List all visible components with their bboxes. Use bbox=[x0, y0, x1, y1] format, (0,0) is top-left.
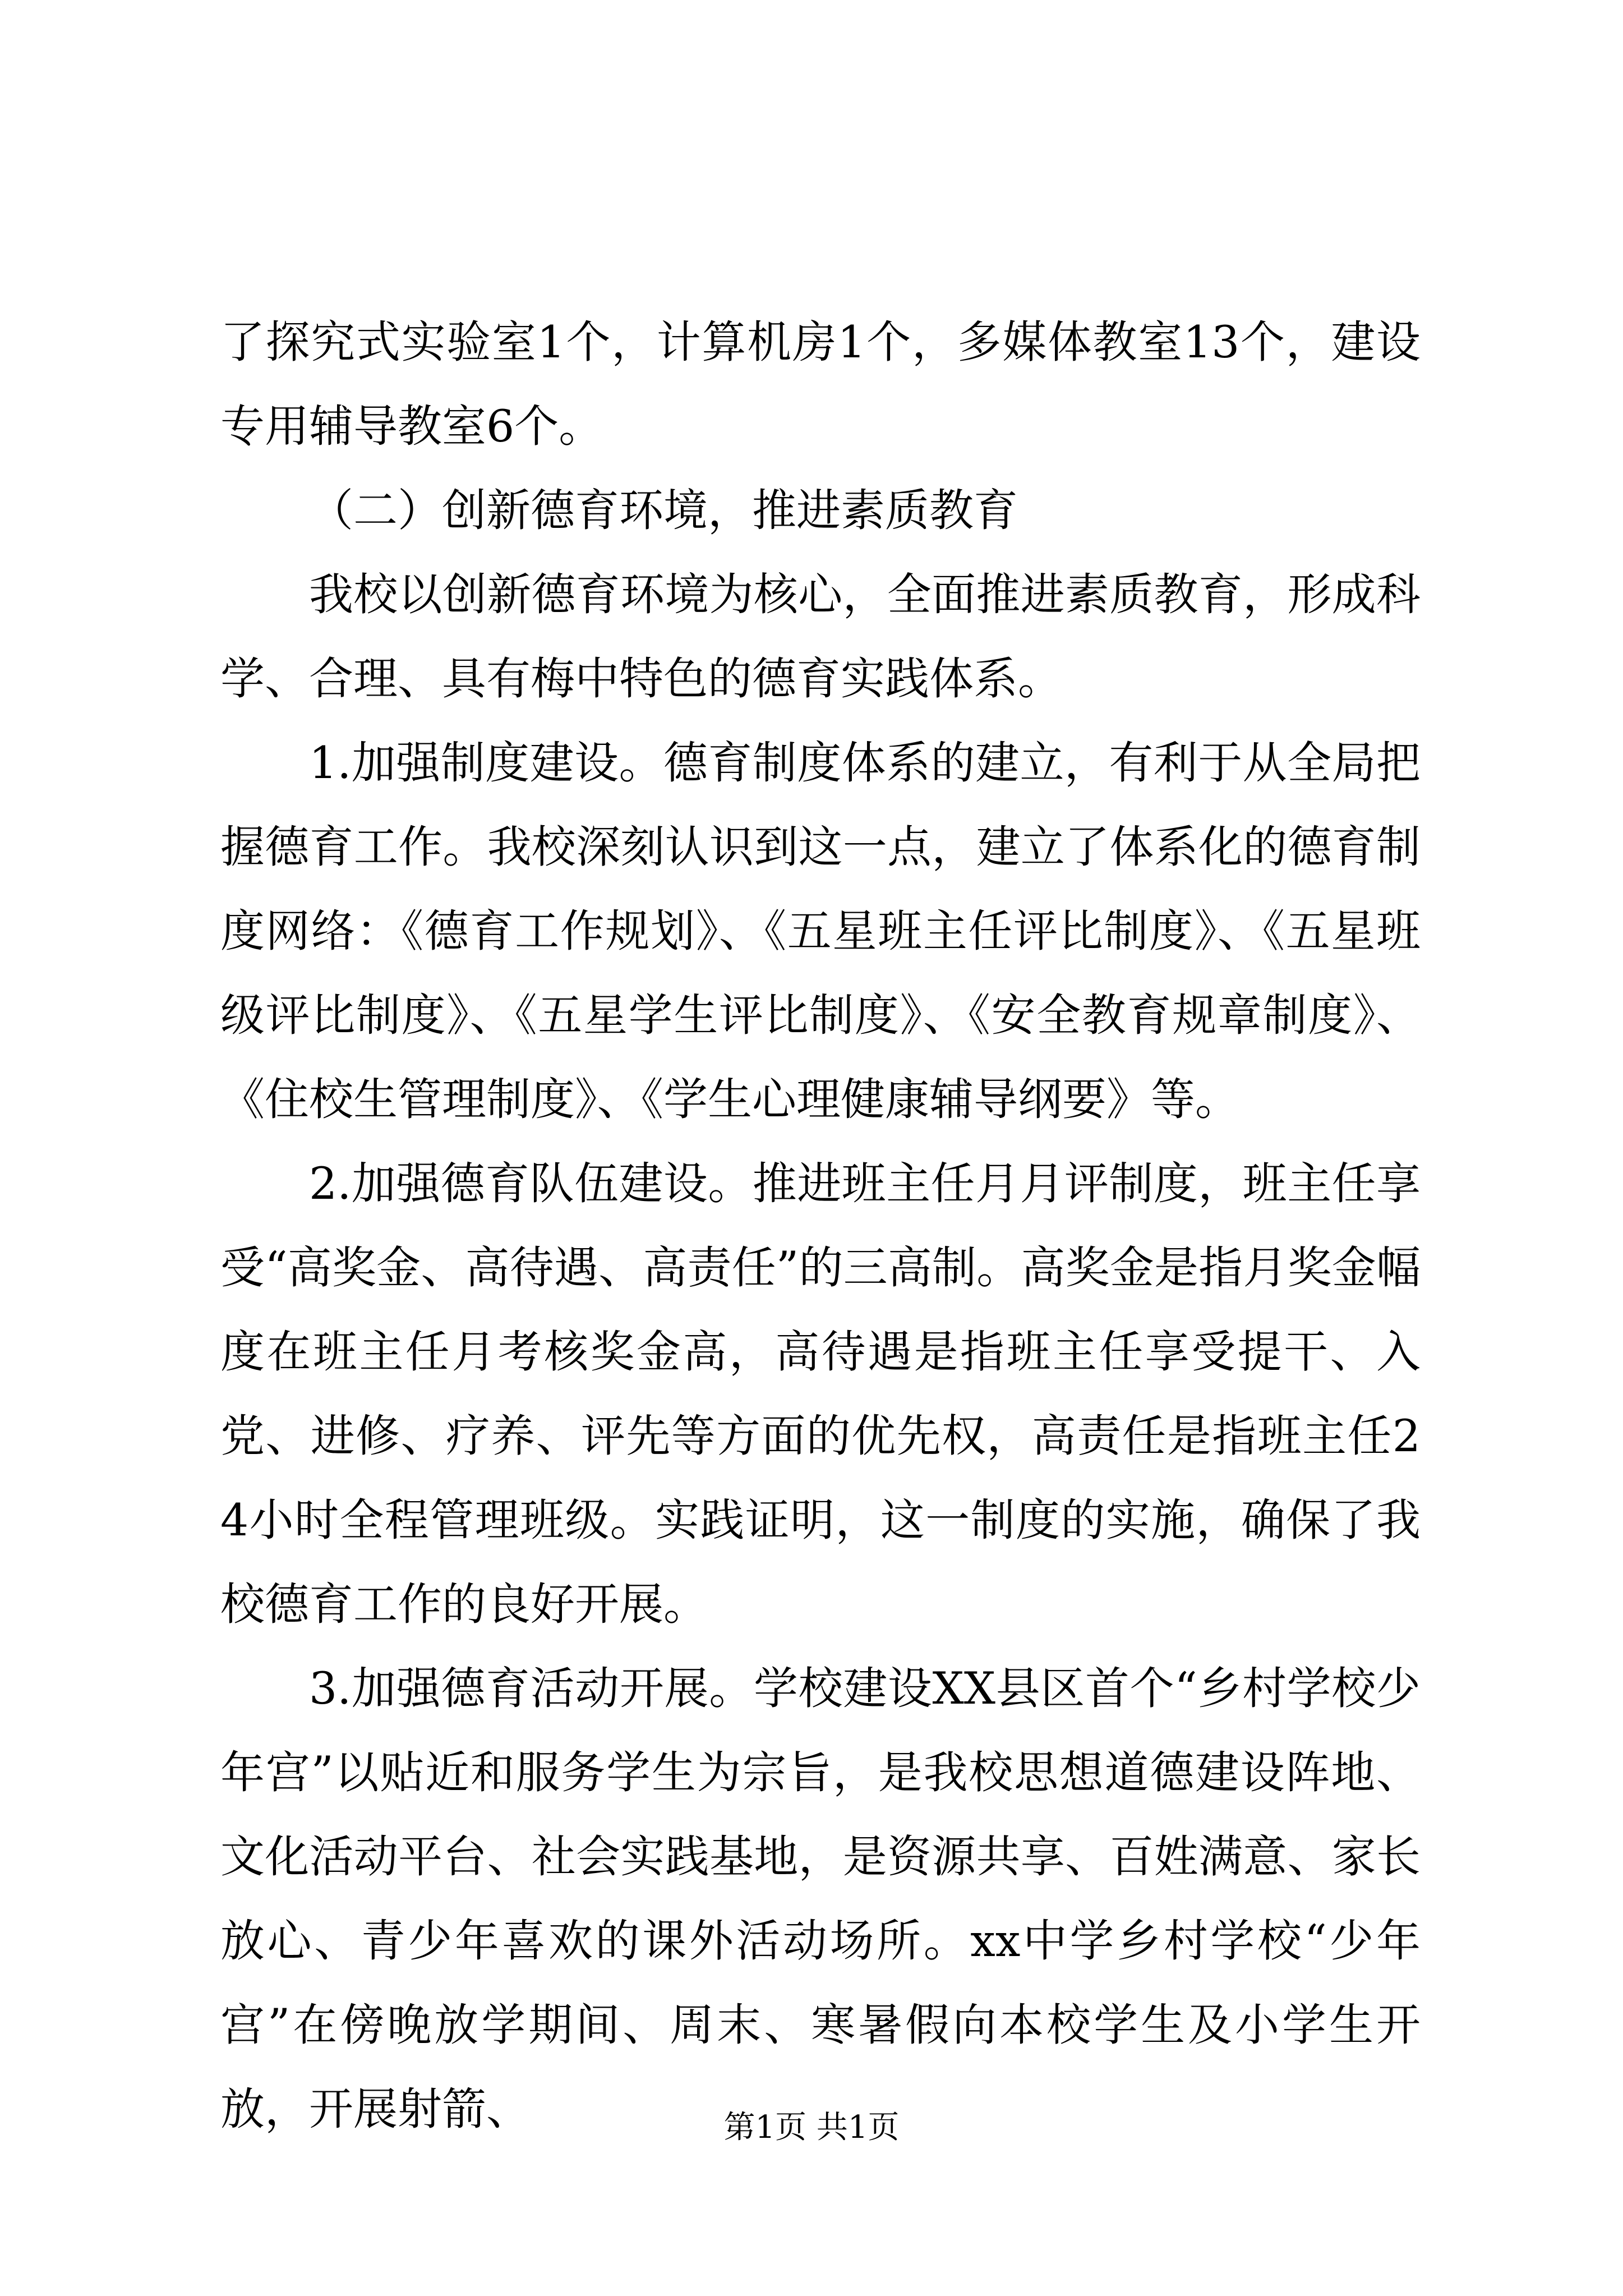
paragraph-intro: 我校以创新德育环境为核心，全面推进素质教育，形成科学、合理、具有梅中特色的德育实践体系。 bbox=[220, 569, 1421, 705]
paragraph-item-1: 1.加强制度建设。德育制度体系的建立，有利于从全局把握德育工作。我校深刻认识到这一点，建立了体系化的德育制度网络：《德育工作规划》、《五星班主任评比制度》、《五星班级评比制度》、《五星学生评比制度》、《安全教育规章制度》、《住校生管理制度》、《学生心理健康辅导纲要》等。 bbox=[220, 737, 1421, 1125]
section-heading: （二）创新德育环境，推进素质教育 bbox=[309, 485, 1018, 536]
paragraph-item-2: 2.加强德育队伍建设。推进班主任月月评制度，班主任享受“高奖金、高待遇、高责任”的三高制。高奖金是指月奖金幅度在班主任月考核奖金高，高待遇是指班主任享受提干、入党、进修、疗养、评先等方面的优先权，高责任是指班主任24小时全程管理班级。实践证明，这一制度的实施，确保了我校德育工作的良好开展。 bbox=[220, 1158, 1421, 1630]
paragraph-continuation: 了探究式实验室1个，计算机房1个，多媒体教室13个，建设专用辅导教室6个。 bbox=[220, 316, 1421, 452]
page-footer: 第1页 共1页 bbox=[723, 2109, 900, 2146]
paragraph-item-3: 3.加强德育活动开展。学校建设XX县区首个“乡村学校少年宫”以贴近和服务学生为宗旨，是我校思想道德建设阵地、文化活动平台、社会实践基地，是资源共享、百姓满意、家长放心、青少年喜欢的课外活动场所。xx中学乡村学校“少年宫”在傍晚放学期间、周末、寒暑假向本校学生及小学生开放，开展射箭、 bbox=[220, 1663, 1421, 2135]
document-body bbox=[220, 300, 1421, 2151]
